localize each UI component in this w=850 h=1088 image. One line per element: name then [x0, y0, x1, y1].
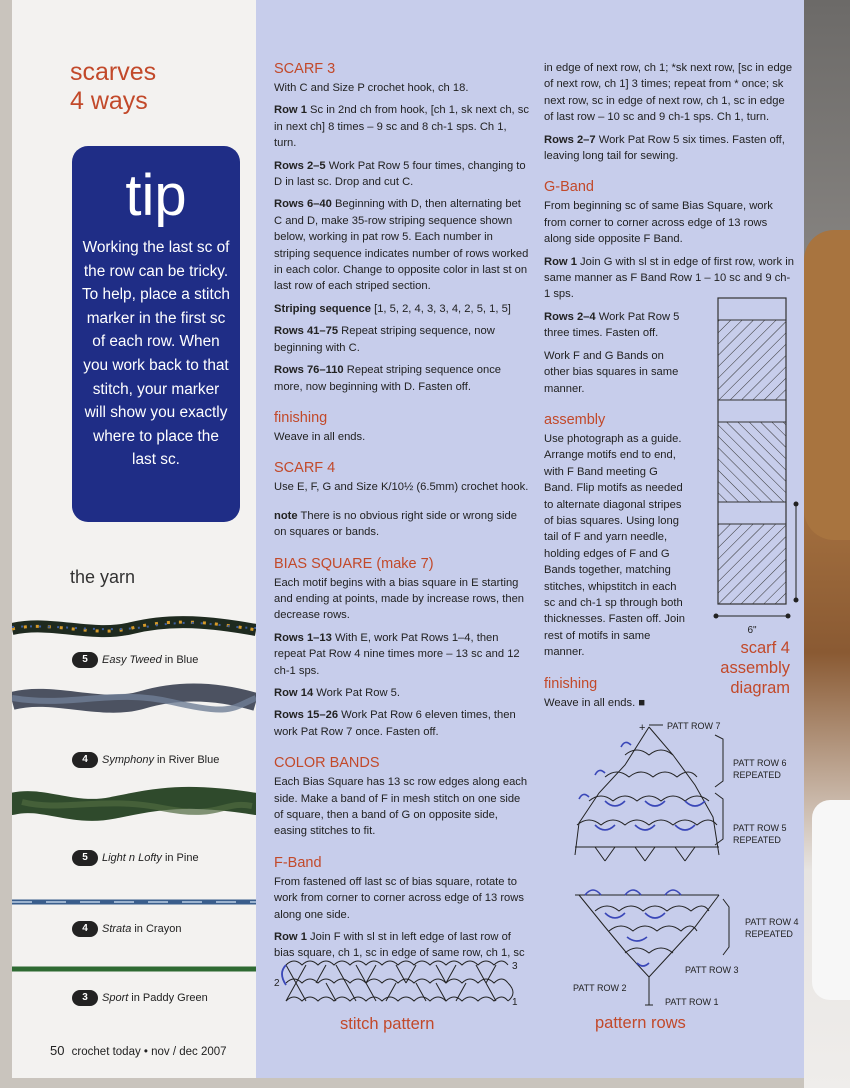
text: From fastened off last sc of bias square, rotate to work from corner to corner across edge of 13 rows along one side. — [274, 875, 524, 921]
stitch-pattern-diagram — [272, 955, 522, 1015]
text: Weave in all ends. — [274, 430, 366, 443]
paragraph — [274, 707, 529, 740]
paragraph — [274, 323, 529, 356]
yarn-color: in River Blue — [156, 754, 220, 766]
paragraph — [274, 774, 529, 840]
text: Work Pat Row 5 six times. Fasten off, leaving long tail for sewing. — [544, 133, 785, 163]
patt-row-3-label: PATT ROW 3 — [685, 965, 739, 975]
text: Beginning with D, then alternating bet C and D, make 35-row striping sequence shown below, working in pat row 5. Each number in striping sequence indicates number of rows worked in each color. Change to opposite color in last st on last row of each striped section. — [274, 198, 529, 293]
footer-text: crochet today • nov / dec 2007 — [71, 1046, 227, 1058]
stitch-row-3-label: 3 — [512, 961, 518, 972]
weight-badge-icon: 5 — [72, 850, 98, 866]
text: Work Pat Row 5. — [313, 686, 401, 699]
yarn-name: Strata — [102, 923, 132, 935]
yarn-sample-sport — [12, 962, 256, 976]
yarn-name: Symphony — [102, 754, 154, 766]
yarn-name: Easy Tweed — [102, 654, 162, 666]
row-label: Rows 15–26 — [274, 709, 339, 722]
text: Repeat striping sequence, now beginning with C. — [274, 325, 495, 354]
yarn-heading: the yarn — [70, 567, 136, 587]
text: in edge of next row, ch 1; *sk next row, [sc in edge of next row, ch 1] 3 times; repeat from * once; sk next row, sc in edge of next row, ch 1, sc in edge of last row – 10 sc and 9 ch-1 sps. Ch 1, turn. — [544, 62, 793, 124]
scarf4-heading: SCARF 4 — [274, 460, 336, 477]
text: Weave in all ends. ■ — [544, 696, 646, 709]
yarn-sample-symphony — [12, 678, 256, 724]
bias-square-heading: BIAS SQUARE (make 7) — [274, 555, 434, 572]
patt-row-6-label: PATT ROW 6 — [733, 758, 787, 768]
text: Work Pat Row 6 eleven times, then work Pat Row 7 once. Fasten off. — [274, 709, 516, 738]
yarn-label-5 — [72, 990, 208, 1006]
tip-heading: tip — [125, 163, 187, 228]
row-label: Row 1 — [274, 931, 307, 944]
paragraph — [274, 685, 529, 701]
tip-text: Working the last sc of the row can be tricky. To help, place a stitch marker in the first sc of each row. When you work back to that stitch, your marker will show you exactly where to place the last sc. — [81, 239, 230, 469]
text: There is no obvious right side or wrong side on squares or bands. — [274, 509, 517, 539]
assembly-caption — [690, 638, 790, 698]
text: [1, 5, 2, 4, 3, 3, 4, 2, 5, 1, 5] — [370, 302, 511, 315]
paragraph — [274, 508, 529, 541]
f-band-heading: F-Band — [274, 854, 322, 871]
patt-row-7-label: PATT ROW 7 — [667, 721, 721, 731]
patt-row-4-label: PATT ROW 4 — [745, 917, 799, 927]
color-bands-heading: COLOR BANDS — [274, 755, 380, 772]
row-label: Striping sequence — [274, 302, 371, 315]
row-label: Rows 2–7 — [544, 133, 596, 146]
yarn-color: in Blue — [164, 654, 199, 666]
paragraph — [274, 362, 529, 395]
paragraph — [274, 479, 529, 495]
scarf3-heading: SCARF 3 — [274, 61, 336, 77]
title-line-2: 4 ways — [70, 87, 148, 115]
assembly-width-label: 6" — [747, 625, 757, 636]
yarn-label-3 — [72, 850, 199, 866]
stitch-pattern-caption: stitch pattern — [340, 1015, 435, 1033]
paragraph — [274, 429, 529, 445]
text: Work Pat Row 5 three times. Fasten off. — [544, 310, 680, 340]
yarn-sample-strata — [12, 894, 256, 910]
text: Each Bias Square has 13 sc row edges along each side. Make a band of F in mesh stitch on one side of square, then a band of G on opposite side, easing stitches to fit. — [274, 776, 528, 838]
text: Repeat striping sequence once more, now beginning with D. Fasten off. — [274, 364, 502, 393]
paragraph — [544, 348, 686, 397]
paragraph — [274, 575, 529, 624]
caption-line: scarf 4 — [740, 639, 790, 657]
paragraph — [274, 301, 529, 317]
title-line-1: scarves — [70, 58, 157, 86]
row-label: Rows 2–5 — [274, 159, 326, 172]
instructions-column-1 — [274, 60, 529, 968]
paragraph — [544, 132, 794, 165]
caption-line: assembly — [720, 659, 790, 677]
row-label: Row 14 — [274, 686, 314, 699]
text: Work F and G Bands on other bias squares in same manner. — [544, 349, 679, 395]
row-label: Rows 41–75 — [274, 325, 339, 338]
sweater-sleeve — [804, 230, 850, 540]
paragraph — [274, 158, 529, 191]
finishing-heading: finishing — [274, 409, 328, 426]
paragraph — [274, 630, 529, 679]
stitch-row-2-label: 2 — [274, 978, 280, 989]
assembly-diagram — [700, 294, 804, 639]
row-label: Rows 2–4 — [544, 310, 596, 323]
text: Work Pat Row 5 four times, changing to D in last sc. Drop and cut C. — [274, 159, 526, 189]
paragraph — [274, 80, 529, 96]
patt-row-4-repeated: REPEATED — [745, 929, 793, 939]
paragraph — [544, 431, 686, 661]
text: Use E, F, G and Size K/10½ (6.5mm) crochet hook. — [274, 481, 529, 494]
caption-line: diagram — [730, 679, 790, 697]
text: Use photograph as a guide. Arrange motifs end to end, with F Band meeting G Band. Flip motifs as needed to alternate diagonal stripes of bias squares. Using long tail of F and yarn needle, holding edges of F and G Bands together, matching stitches, whipstitch in each sc and ch-1 sp through both thicknesses. Fasten off. Join rest of motifs in same manner. — [544, 432, 685, 659]
paragraph — [274, 102, 529, 151]
text: With E, work Pat Rows 1–4, then repeat Pat Row 4 nine times more – 13 sc and 12 ch-1 sps. — [274, 631, 520, 677]
page-number: 50 — [50, 1043, 65, 1058]
row-label: Rows 6–40 — [274, 198, 332, 211]
patt-row-2-label: PATT ROW 2 — [573, 983, 627, 993]
weight-badge-icon: 3 — [72, 990, 98, 1006]
finishing-heading-2: finishing — [544, 675, 598, 692]
yarn-color: in Crayon — [134, 923, 182, 935]
row-label: Row 1 — [544, 255, 577, 268]
patt-row-5-label: PATT ROW 5 — [733, 823, 787, 833]
paragraph — [544, 198, 794, 247]
model-photo — [804, 0, 850, 1088]
yarn-label-4 — [72, 921, 181, 937]
paragraph — [544, 60, 794, 126]
pattern-rows-diagram — [565, 715, 803, 1015]
patt-row-6-repeated: REPEATED — [733, 770, 781, 780]
yarn-color: in Pine — [164, 852, 199, 864]
yarn-name: Light n Lofty — [102, 852, 162, 864]
patt-row-1-label: PATT ROW 1 — [665, 997, 719, 1007]
yarn-name: Sport — [102, 992, 129, 1004]
weight-badge-icon: 4 — [72, 752, 98, 768]
paragraph — [544, 309, 686, 342]
tip-box — [72, 146, 240, 522]
yarn-sample-easy-tweed — [12, 612, 256, 646]
paragraph — [274, 196, 529, 294]
weight-badge-icon: 4 — [72, 921, 98, 937]
yarn-color: in Paddy Green — [131, 992, 208, 1004]
page-footer — [50, 1043, 227, 1058]
stitch-row-1-label: 1 — [512, 997, 518, 1008]
yarn-label-2 — [72, 752, 219, 768]
assembly-heading: assembly — [544, 411, 606, 428]
text: Join G with sl st in edge of first row, work in same manner as F Band Row 1 – 10 sc and 9 ch-1 sps. — [544, 255, 794, 301]
yarn-label-1 — [72, 652, 198, 668]
plus-mark: + — [639, 722, 646, 734]
shirt-cuff — [812, 800, 850, 1000]
text: Each motif begins with a bias square in E starting and ending at points, made by increase rows, then decrease rows. — [274, 576, 525, 622]
yarn-sample-light-n-lofty — [12, 782, 256, 830]
patt-row-5-repeated: REPEATED — [733, 835, 781, 845]
text: From beginning sc of same Bias Square, work from corner to corner across edge of 13 rows along side opposite F Band. — [544, 200, 773, 246]
weight-badge-icon: 5 — [72, 652, 98, 668]
text: Join F with sl st in left edge of last row of bias square, ch 1, sc in edge of same row, ch 1, sc — [274, 931, 525, 960]
note-label: note — [274, 509, 298, 522]
row-label: Rows 1–13 — [274, 631, 332, 644]
g-band-heading: G-Band — [544, 179, 594, 196]
row-label: Row 1 — [274, 104, 307, 117]
paragraph — [274, 874, 529, 923]
article-title — [70, 58, 156, 116]
text: With C and Size P crochet hook, ch 18. — [274, 82, 469, 94]
row-label: Rows 76–110 — [274, 364, 344, 377]
pattern-rows-caption: pattern rows — [595, 1014, 686, 1032]
text: Sc in 2nd ch from hook, [ch 1, sk next ch, sc in next ch] 8 times – 9 sc and 8 ch-1 sps. Ch 1, turn. — [274, 104, 529, 150]
